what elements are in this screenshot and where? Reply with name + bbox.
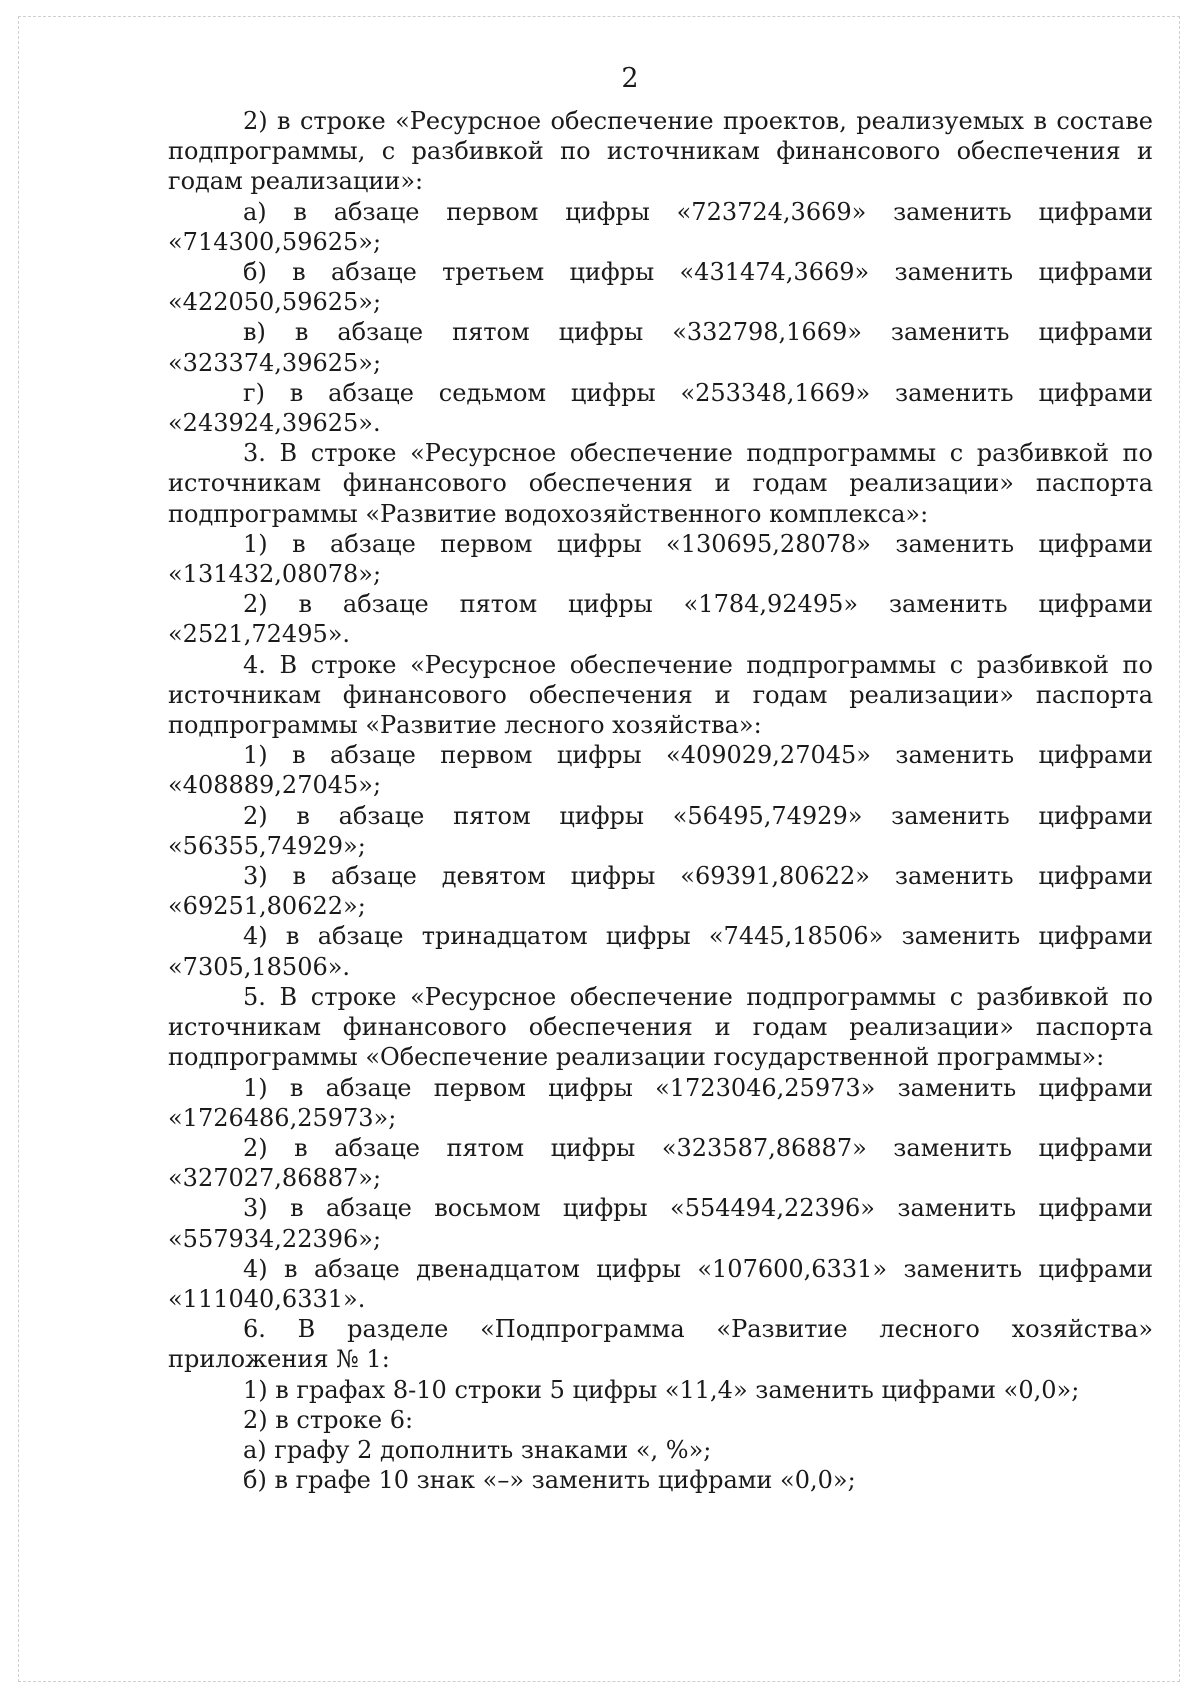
paragraph: 3) в абзаце девятом цифры «69391,80622» заменить цифрами «69251,80622»; xyxy=(168,862,1153,921)
paragraph: 4. В строке «Ресурсное обеспечение подпрограммы с разбивкой по источникам финансового обеспечения и годам реализации» паспорта подпрограммы «Развитие лесного хозяйства»: xyxy=(168,650,1153,740)
paragraph: 2) в абзаце пятом цифры «1784,92495» заменить цифрами «2521,72495». xyxy=(168,590,1153,649)
paragraph: 2) в строке «Ресурсное обеспечение проектов, реализуемых в составе подпрограммы, с разбивкой по источникам финансового обеспечения и годам реализации»: xyxy=(168,107,1153,196)
paragraph: 1) в абзаце первом цифры «130695,28078» заменить цифрами «131432,08078»; xyxy=(168,529,1153,589)
paragraph: 2) в абзаце пятом цифры «56495,74929» заменить цифрами «56355,74929»; xyxy=(168,801,1153,860)
paragraph: 3. В строке «Ресурсное обеспечение подпрограммы с разбивкой по источникам финансового обеспечения и годам реализации» паспорта подпрограммы «Развитие водохозяйственного комплекса»: xyxy=(168,439,1153,528)
paragraph: 5. В строке «Ресурсное обеспечение подпрограммы с разбивкой по источникам финансового обеспечения и годам реализации» паспорта подпрограммы «Обеспечение реализации государственной программы»: xyxy=(168,982,1153,1072)
paragraph: 4) в абзаце тринадцатом цифры «7445,18506» заменить цифрами «7305,18506». xyxy=(168,922,1153,981)
paragraph: 4) в абзаце двенадцатом цифры «107600,6331» заменить цифрами «111040,6331». xyxy=(168,1254,1153,1313)
paragraph: в) в абзаце пятом цифры «332798,1669» заменить цифрами «323374,39625»; xyxy=(168,318,1153,377)
paragraph: 1) в абзаце первом цифры «409029,27045» заменить цифрами «408889,27045»; xyxy=(168,741,1153,800)
paragraph: 3) в абзаце восьмом цифры «554494,22396» заменить цифрами «557934,22396»; xyxy=(168,1194,1153,1253)
paragraph: 6. В разделе «Подпрограмма «Развитие лесного хозяйства» приложения № 1: xyxy=(168,1315,1153,1374)
paragraph: б) в графе 10 знак «–» заменить цифрами «0,0»; xyxy=(243,1466,856,1495)
paragraph: г) в абзаце седьмом цифры «253348,1669» заменить цифрами «243924,39625». xyxy=(168,378,1153,438)
paragraph: 1) в графах 8-10 строки 5 цифры «11,4» заменить цифрами «0,0»; xyxy=(243,1375,1080,1404)
paragraph: б) в абзаце третьем цифры «431474,3669» заменить цифрами «422050,59625»; xyxy=(168,258,1153,317)
document-body xyxy=(168,106,1153,1495)
paragraph: а) графу 2 дополнить знаками «, %»; xyxy=(243,1435,712,1464)
paragraph: 2) в строке 6: xyxy=(243,1405,414,1434)
paragraph: а) в абзаце первом цифры «723724,3669» заменить цифрами «714300,59625»; xyxy=(168,197,1153,256)
page-number: 2 xyxy=(621,63,639,94)
paragraph: 1) в абзаце первом цифры «1723046,25973» заменить цифрами «1726486,25973»; xyxy=(168,1073,1153,1132)
paragraph: 2) в абзаце пятом цифры «323587,86887» заменить цифрами «327027,86887»; xyxy=(168,1133,1153,1193)
